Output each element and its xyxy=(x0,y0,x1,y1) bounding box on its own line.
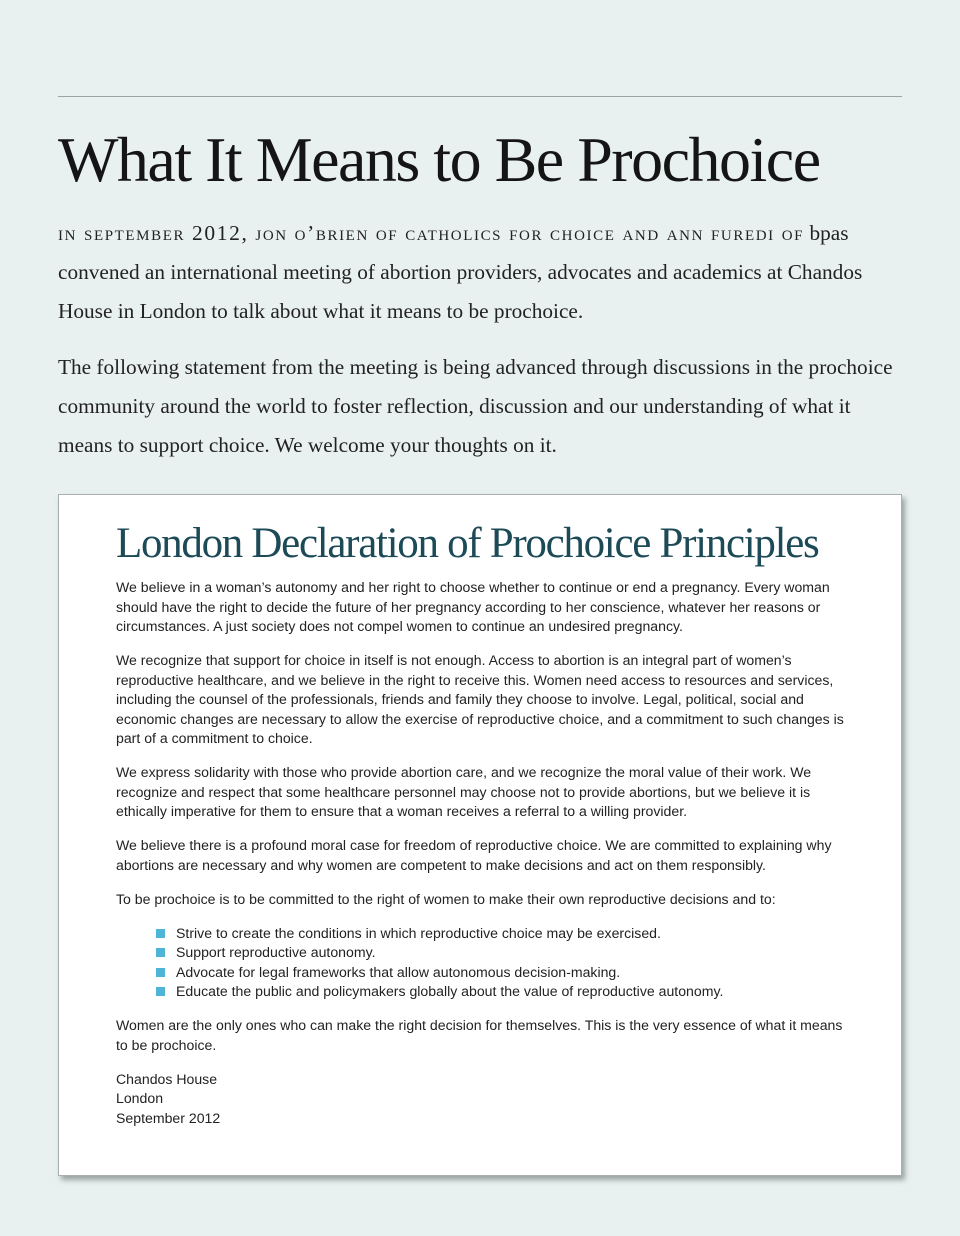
signoff-place: Chandos House xyxy=(116,1070,218,1087)
declaration-paragraph: We believe there is a profound moral case for freedom of reproductive choice. We are committed to explaining why abortions are necessary and why women are competent to make decisions and act on them responsibly. xyxy=(116,837,832,873)
principles-list xyxy=(116,924,858,1002)
intro-rest: bpas convened an international meeting of abortion providers, advocates and academics at Chandos House in London to talk about what it means to be prochoice. xyxy=(58,221,863,323)
page-title: What It Means to Be Prochoice xyxy=(58,124,820,195)
declaration-paragraph: To be prochoice is to be committed to the right of women to make their own reproductive decisions and to: xyxy=(116,890,776,907)
list-item xyxy=(156,982,858,1002)
square-bullet-icon xyxy=(156,929,165,938)
intro-paragraph xyxy=(58,214,908,331)
declaration-title: London Declaration of Prochoice Principles xyxy=(116,520,819,567)
list-item-text: Support reproductive autonomy. xyxy=(176,944,376,960)
list-item-text: Advocate for legal frameworks that allow autonomous decision-making. xyxy=(176,963,621,980)
square-bullet-icon xyxy=(156,987,165,996)
intro-paragraph-2: The following statement from the meeting is being advanced through discussions in the prochoice community around the world to foster reflection, discussion and our understanding of what it means to support choice. We welcome your thoughts on it. xyxy=(58,355,893,457)
declaration-paragraph: We recognize that support for choice in itself is not enough. Access to abortion is an integral part of women’s reproductive healthcare, and we believe in the right to receive this. Women need access to resources and services, including the counsel of the professionals, friends and family they choose to involve. Legal, political, social and economic changes are necessary to allow the exercise of reproductive choice, and a commitment to such changes is part of a commitment to choice. xyxy=(116,652,844,746)
declaration-paragraph: We express solidarity with those who provide abortion care, and we recognize the moral value of their work. We recognize and respect that some healthcare personnel may choose not to provide abortions, but we believe it is ethically imperative for them to ensure that a woman receives a referral to a willing provider. xyxy=(116,764,812,819)
list-item xyxy=(156,943,858,963)
signoff-date: September 2012 xyxy=(116,1109,221,1126)
list-item xyxy=(156,924,858,944)
signoff xyxy=(116,1070,858,1129)
list-item-text: Educate the public and policymakers globally about the value of reproductive autonomy. xyxy=(176,983,724,999)
square-bullet-icon xyxy=(156,968,165,977)
list-item xyxy=(156,963,858,983)
signoff-city: London xyxy=(116,1090,164,1106)
declaration-body xyxy=(116,578,858,1128)
closing-paragraph: Women are the only ones who can make the right decision for themselves. This is the very essence of what it means to be prochoice. xyxy=(116,1017,843,1053)
top-divider xyxy=(58,96,902,97)
square-bullet-icon xyxy=(156,948,165,957)
declaration-card xyxy=(58,494,902,1176)
intro-lead-caps: in september 2012, jon o’brien of catholics for choice and ann furedi of xyxy=(58,221,805,245)
list-item-text: Strive to create the conditions in which reproductive choice may be exercised. xyxy=(176,924,661,941)
declaration-paragraph: We believe in a woman’s autonomy and her right to choose whether to continue or end a pregnancy. Every woman should have the right to decide the future of her pregnancy according to her conscience, whatever her reasons or circumstances. A just society does not compel women to continue an undesired pregnancy. xyxy=(116,579,830,634)
